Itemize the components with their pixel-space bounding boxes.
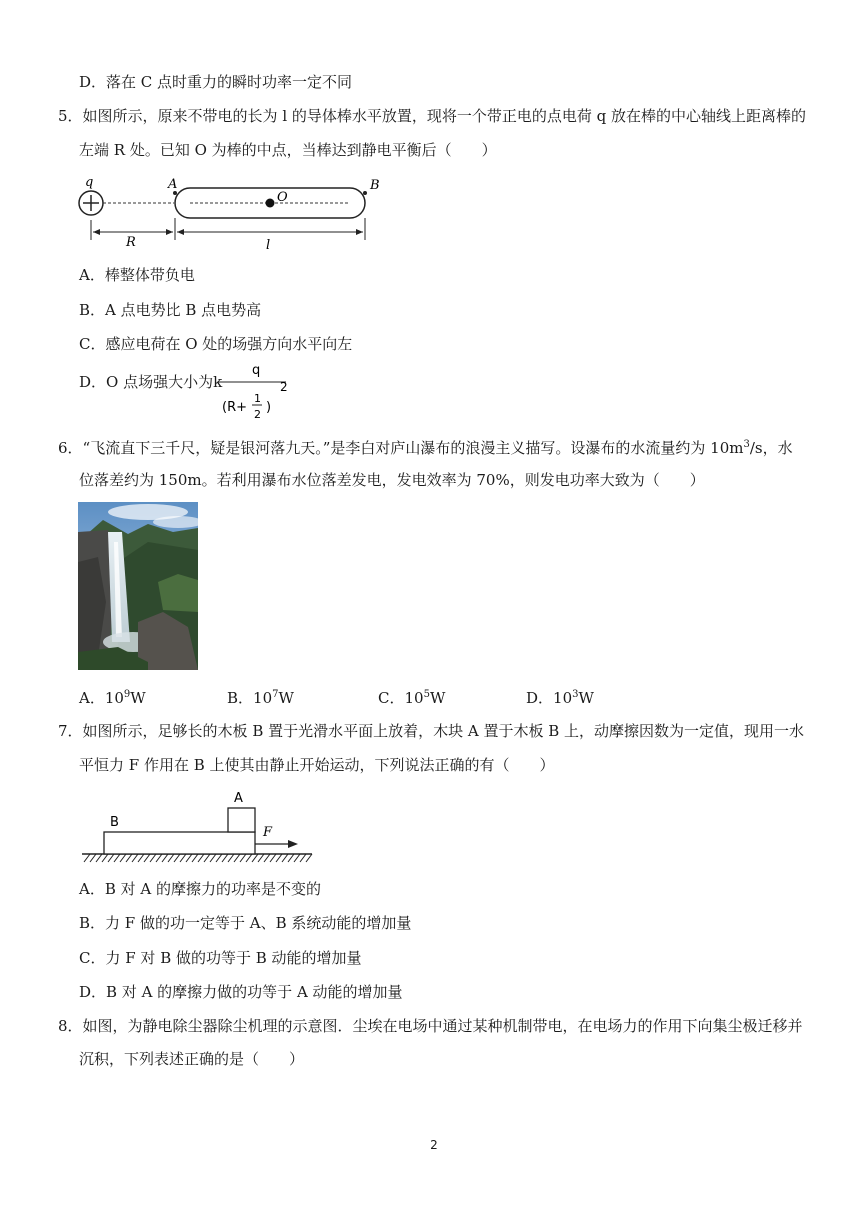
label-a: A [168,177,178,192]
page-number: 2 [430,1138,438,1152]
q6-stem-line1-tail: /s，水 [749,439,793,457]
formula-den-close: ) [266,400,272,415]
q6-stem-line1-text: 6．“飞流直下三千尺，疑是银河落九天。”是李白对庐山瀑布的浪漫主义描写。设瀑布的水流量约为 10m [58,439,744,457]
q5-stem-line2: 左端 R 处。已知 O 为棒的中点，当棒达到静电平衡后（ ） [79,141,497,159]
board-b [104,832,255,854]
formula-half-num: 1 [254,392,261,405]
q6-stem-line2: 位落差约为 150m。若利用瀑布水位落差发电，发电效率为 70%，则发电功率大致为（ ） [79,471,705,489]
q7-figure-board-block [80,786,315,866]
label-l: l [266,238,271,252]
label-o: O [277,190,288,205]
label-r: R [126,235,136,250]
q8-stem-line2: 沉积，下列表述正确的是（ ） [79,1050,305,1068]
q6-option-d: D．$10^3W$ [526,689,594,707]
q7-option-d: D．B 对 A 的摩擦力做的功等于 A 动能的增加量 [79,983,403,1001]
q6-option-c: C．$10^5W$ [378,689,446,707]
q5-option-a: A．棒整体带负电 [79,266,195,284]
q6-superscript: 3 [743,439,750,450]
q6-stem-line1 [58,438,793,458]
formula-k: k [213,373,223,391]
q5-figure-conductor-rod [74,172,394,252]
q5-option-d [79,372,222,392]
label-board-b: B [110,815,119,830]
label-force-f: F [263,825,273,840]
formula-den-open: (R+ [222,400,247,415]
q7-option-b: B．力 F 做的功一定等于 A、B 系统动能的增加量 [79,914,412,932]
block-a [228,808,255,832]
q4-option-d: D．落在 C 点时重力的瞬时功率一定不同 [79,73,353,91]
q7-stem-line1: 7．如图所示，足够长的木板 B 置于光滑水平面上放着，木块 A 置于木板 B 上，动摩擦因数为一定值，现用一水 [58,722,805,740]
q8-stem-line1: 8．如图，为静电除尘器除尘机理的示意图．尘埃在电场中通过某种机制带电，在电场力的作用下向集尘极迁移并 [58,1017,803,1035]
label-b: B [370,178,380,193]
q5-option-b: B．A 点电势比 B 点电势高 [79,301,262,319]
q5-stem-line1: 5．如图所示，原来不带电的长为 l 的导体棒水平放置，现将一个带正电的点电荷 q 放在棒的中心轴线上距离棒的 [58,107,807,125]
formula-numerator-q: q [252,363,261,378]
q5-option-d-prefix: D．O 点场强大小为 [79,373,214,391]
formula-exponent: 2 [280,380,288,394]
q7-option-a: A．B 对 A 的摩擦力的功率是不变的 [79,880,321,898]
q6-option-a: A．$10^9W$ [79,689,146,707]
q7-option-c: C．力 F 对 B 做的功等于 B 动能的增加量 [79,949,362,967]
formula-half-den: 2 [254,408,261,421]
q6-option-b: B．$10^7W$ [227,689,294,707]
label-block-a: A [234,791,243,806]
waterfall-photo [78,502,198,670]
q5-option-c: C．感应电荷在 O 处的场强方向水平向左 [79,335,353,353]
label-q: q [85,175,94,190]
q5-option-d-formula [212,360,302,430]
q7-stem-line2: 平恒力 F 作用在 B 上使其由静止开始运动，下列说法正确的有（ ） [79,756,555,774]
